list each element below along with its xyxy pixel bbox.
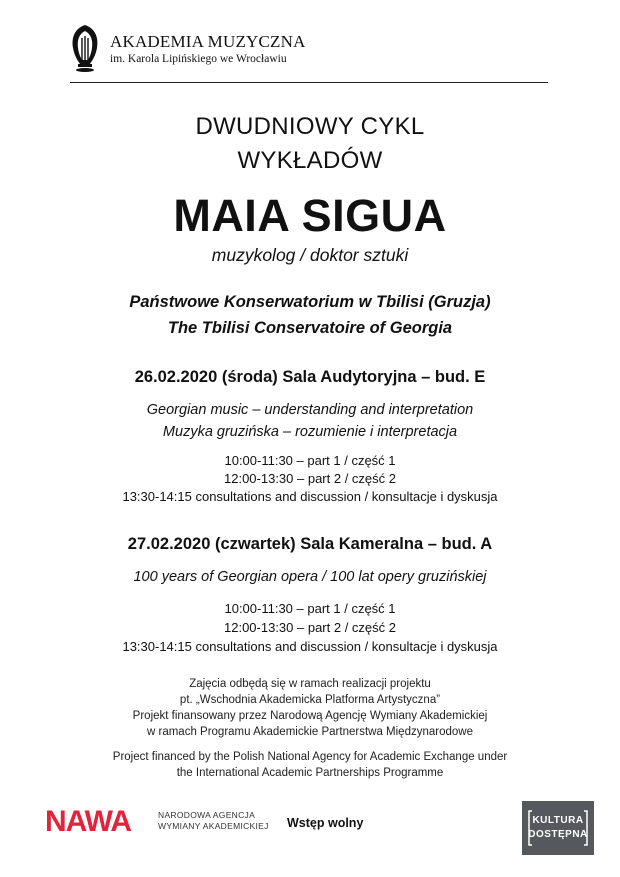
speaker-role: muzykolog / doktor sztuki (211, 245, 409, 265)
funding-note-pl: w ramach Programu Akademickie Partnerstwa Międzynarodowe (147, 726, 473, 738)
funding-note-pl: Zajęcia odbędą się w ramach realizacji projektu (189, 678, 431, 690)
lyre-icon (68, 24, 102, 72)
session-date-heading: 26.02.2020 (środa) Sala Audytoryjna – bud. E (134, 368, 486, 386)
kultura-line-1: KULTURA (532, 815, 584, 826)
nawa-agency-line-2: WYMIANY AKADEMICKIEJ (158, 821, 269, 831)
nawa-agency-line-1: NARODOWA AGENCJA (158, 810, 256, 820)
funding-note-en: the International Academic Partnerships Programme (176, 767, 444, 779)
speaker-name: MAIA SIGUA (173, 190, 447, 241)
conservatoire-name-pl: Państwowe Konserwatorium w Tbilisi (Gruzja) (129, 293, 491, 311)
session-slot: 12:00-13:30 – part 2 / część 2 (224, 620, 396, 635)
session-slot: 13:30-14:15 consultations and discussion / konsultacje i dyskusja (122, 639, 498, 654)
session-topic: Georgian music – understanding and interpretation (146, 402, 474, 418)
kultura-dostepna-logo (522, 801, 594, 855)
nawa-agency-name (158, 810, 269, 832)
kultura-line-2: DOSTĘPNA (528, 829, 588, 840)
nawa-logo (45, 804, 150, 836)
session-date-heading: 27.02.2020 (czwartek) Sala Kameralna – bud. A (127, 535, 493, 553)
free-entry-note: Wstęp wolny (287, 816, 364, 830)
institution-subtitle: im. Karola Lipińskiego we Wrocławiu (110, 53, 287, 65)
funding-note-en: Project financed by the Polish National Agency for Academic Exchange under (112, 751, 508, 763)
session-slot: 12:00-13:30 – part 2 / część 2 (224, 471, 396, 486)
session-topic: 100 years of Georgian opera / 100 lat opery gruzińskiej (133, 569, 487, 585)
funding-note-pl: pt. „Wschodnia Akademicka Platforma Artystyczna” (179, 694, 441, 706)
session-topic: Muzyka gruzińska – rozumienie i interpretacja (162, 424, 458, 440)
title-line-2: WYKŁADÓW (237, 147, 383, 174)
nawa-logo-text: NAWA (45, 805, 131, 836)
title-line-1: DWUDNIOWY CYKL (195, 113, 425, 140)
session-slot: 10:00-11:30 – part 1 / część 1 (224, 453, 396, 468)
session-slot: 13:30-14:15 consultations and discussion / konsultacje i dyskusja (122, 489, 498, 504)
funding-note-pl: Projekt finansowany przez Narodową Agencję Wymiany Akademickiej (132, 710, 488, 722)
conservatoire-name-en: The Tbilisi Conservatoire of Georgia (167, 319, 453, 337)
institution-name: AKADEMIA MUZYCZNA (110, 32, 306, 51)
header-divider (70, 82, 548, 83)
session-slot: 10:00-11:30 – part 1 / część 1 (224, 601, 396, 616)
